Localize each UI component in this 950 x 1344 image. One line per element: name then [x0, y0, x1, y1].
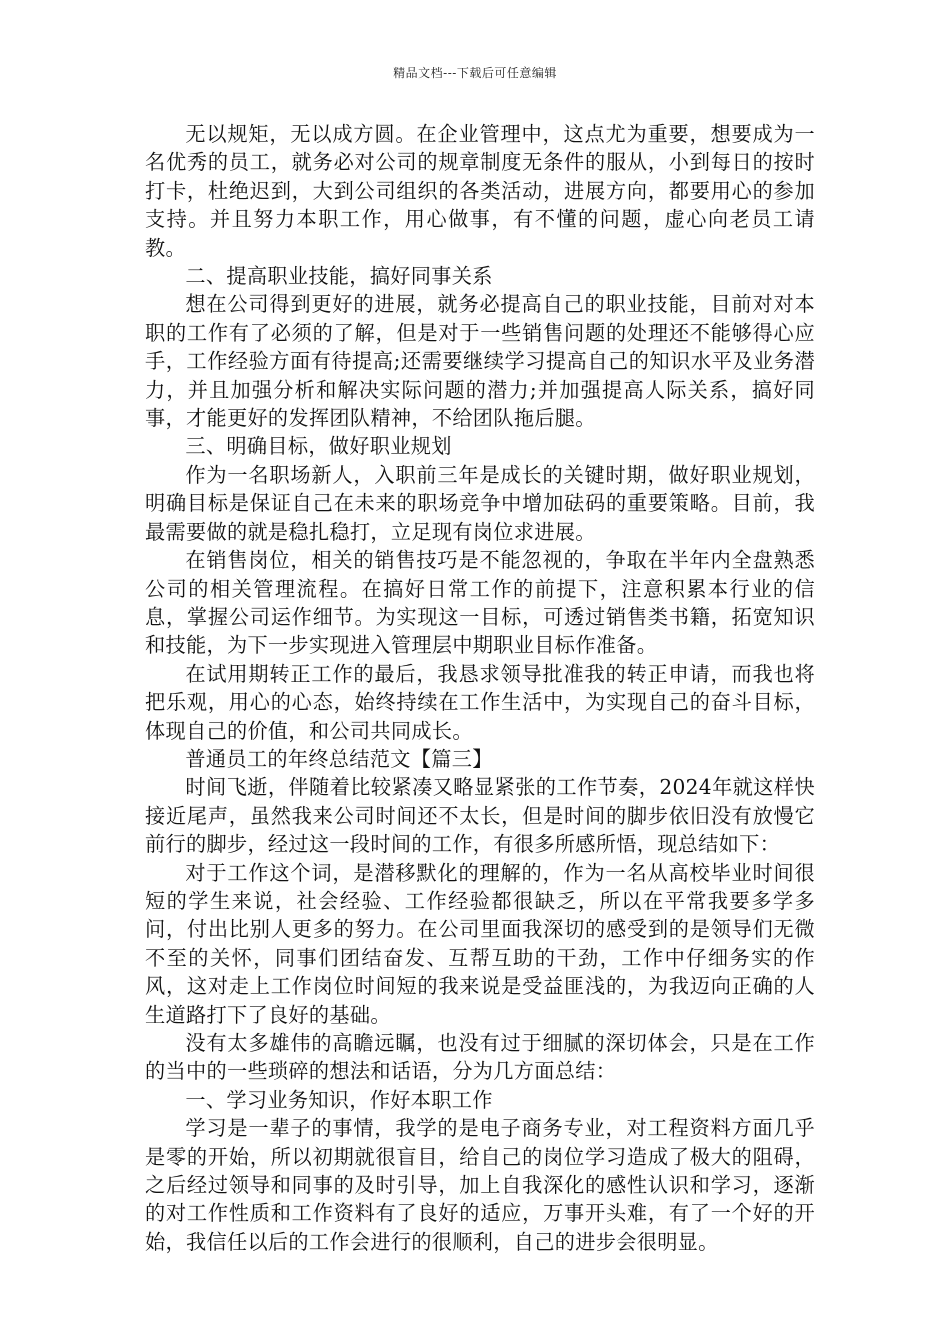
paragraph: 没有太多雄伟的高瞻远瞩，也没有过于细腻的深切体会，只是在工作的当中的一些琐碎的想法和话语，分为几方面总结：: [145, 1031, 815, 1084]
paragraph: 时间飞逝，伴随着比较紧凑又略显紧张的工作节奏，2024年就这样快接近尾声，虽然我来公司时间还不太长，但是时间的脚步依旧没有放慢它前行的脚步，经过这一段时间的工作，有很多所感所悟，现总结如下：: [145, 775, 815, 857]
paragraph: 在销售岗位，相关的销售技巧是不能忽视的，争取在半年内全盘熟悉公司的相关管理流程。在搞好日常工作的前提下，注意积累本行业的信息，掌握公司运作细节。为实现这一目标，可透过销售类书籍，拓宽知识和技能，为下一步实现进入管理层中期职业目标作准备。: [145, 548, 815, 658]
paragraph: 无以规矩，无以成方圆。在企业管理中，这点尤为重要，想要成为一名优秀的员工，就务必对公司的规章制度无条件的服从，小到每日的按时打卡，杜绝迟到，大到公司组织的各类活动，进展方向，都要用心的参加支持。并且努力本职工作，用心做事，有不懂的问题，虚心向老员工请教。: [145, 122, 815, 260]
document-body: [145, 120, 815, 1256]
paragraph: 学习是一辈子的事情，我学的是电子商务专业，对工程资料方面几乎是零的开始，所以初期就很盲目，给自己的岗位学习造成了极大的阻碍，之后经过领导和同事的及时引导，加上自我深化的感性认识和学习，逐渐的对工作性质和工作资料有了良好的适应，万事开头难，有了一个好的开始，我信任以后的工作会进行的很顺利，自己的进步会很明显。: [145, 1116, 815, 1254]
article-title: 普通员工的年终总结范文【篇三】: [185, 746, 493, 771]
paragraph: 想在公司得到更好的进展，就务必提高自己的职业技能，目前对对本职的工作有了必须的了解，但是对于一些销售问题的处理还不能够得心应手，工作经验方面有待提高;还需要继续学习提高自己的知识水平及业务潜力，并且加强分析和解决实际问题的潜力;并加强提高人际关系，搞好同事，才能更好的发挥团队精神，不给团队拖后腿。: [145, 292, 815, 431]
section-heading: 一、学习业务知识，作好本职工作: [185, 1087, 493, 1112]
paragraph: 作为一名职场新人，入职前三年是成长的关键时期，做好职业规划，明确目标是保证自己在未来的职场竞争中增加砝码的重要策略。目前，我最需要做的就是稳扎稳打，立足现有岗位求进展。: [145, 462, 815, 544]
page-header: 精品文档---下载后可任意编辑: [393, 66, 557, 80]
paragraph: 对于工作这个词，是潜移默化的理解的，作为一名从高校毕业时间很短的学生来说，社会经验、工作经验都很缺乏，所以在平常我要多学多问，付出比别人更多的努力。在公司里面我深切的感受到的是领导们无微不至的关怀，同事们团结奋发、互帮互助的干劲，工作中仔细务实的作风，这对走上工作岗位时间短的我来说是受益匪浅的，为我迈向正确的人生道路打下了良好的基础。: [145, 860, 815, 1027]
section-heading: 三、明确目标，做好职业规划: [185, 434, 452, 459]
paragraph: 在试用期转正工作的最后，我恳求领导批准我的转正申请，而我也将把乐观，用心的心态，始终持续在工作生活中，为实现自己的奋斗目标，体现自己的价值，和公司共同成长。: [145, 661, 815, 743]
section-heading: 二、提高职业技能，搞好同事关系: [185, 264, 493, 289]
